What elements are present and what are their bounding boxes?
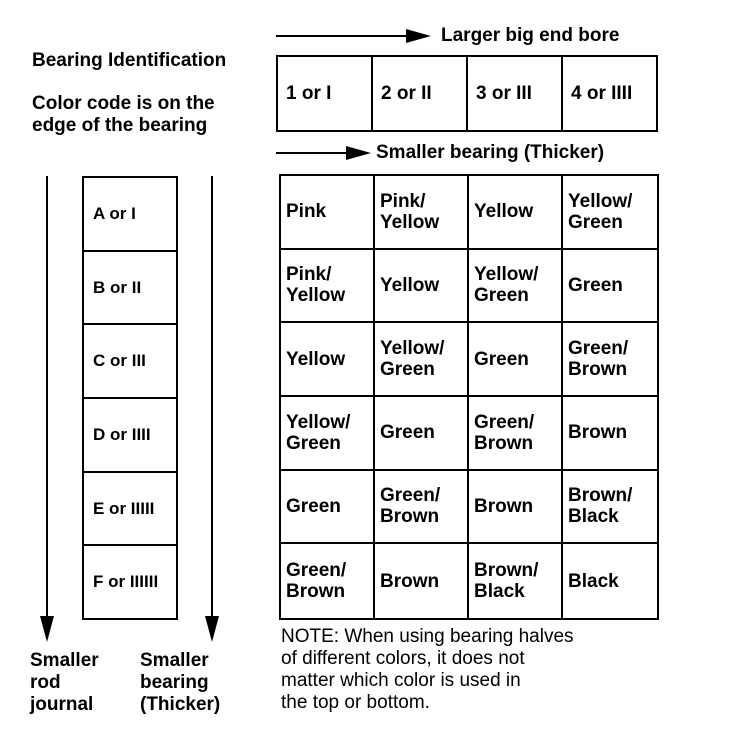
color-cell: Brown <box>563 397 657 471</box>
diagram-title: Bearing Identification <box>32 50 227 71</box>
larger-bore-label: Larger big end bore <box>441 25 620 46</box>
color-cell: Yellow/ Green <box>469 250 563 324</box>
color-cell: Green <box>469 323 563 397</box>
smaller-bearing-thicker-label: Smaller bearing (Thicker) <box>140 650 221 715</box>
color-cell: Green/ Brown <box>281 544 375 618</box>
color-cell: Yellow/ Green <box>375 323 469 397</box>
color-cell: Brown <box>375 544 469 618</box>
color-code-note: Color code is on the edge of the bearing <box>32 93 215 136</box>
down-arrow-icon <box>203 176 221 642</box>
color-cell: Yellow <box>375 250 469 324</box>
color-cell: Pink/ Yellow <box>375 176 469 250</box>
journal-code-cell: F or IIIIII <box>93 572 159 592</box>
color-cell: Brown <box>469 471 563 545</box>
bearing-halves-note: NOTE: When using bearing halves of different colors, it does not matter which color is used in the top or bottom. <box>281 626 574 713</box>
bore-code-cell: 3 or III <box>468 57 563 130</box>
color-cell: Green/ Brown <box>563 323 657 397</box>
bore-code-cell: 1 or I <box>278 57 373 130</box>
color-cell: Yellow <box>469 176 563 250</box>
color-cell: Green/ Brown <box>469 397 563 471</box>
bearing-color-grid <box>279 174 659 620</box>
smaller-rod-journal-label: Smaller rod journal <box>30 650 99 715</box>
color-cell: Yellow/ Green <box>281 397 375 471</box>
journal-code-cell: A or I <box>84 178 176 252</box>
journal-code-cell: B or II <box>84 252 176 326</box>
color-cell: Brown/ Black <box>563 471 657 545</box>
journal-code-table <box>82 176 178 620</box>
smaller-bearing-label: Smaller bearing (Thicker) <box>376 142 605 163</box>
right-arrow-icon <box>276 143 371 163</box>
bore-code-cell: 4 or IIII <box>571 82 633 104</box>
journal-code-cell: E or IIIII <box>84 473 176 547</box>
color-cell: Green/ Brown <box>375 471 469 545</box>
journal-code-cell: D or IIII <box>84 399 176 473</box>
color-cell: Yellow <box>281 323 375 397</box>
color-cell: Green <box>563 250 657 324</box>
down-arrow-icon <box>38 176 56 642</box>
journal-code-cell: C or III <box>84 325 176 399</box>
color-cell: Green <box>375 397 469 471</box>
right-arrow-icon <box>276 26 431 46</box>
color-cell: Green <box>281 471 375 545</box>
color-cell: Brown/ Black <box>469 544 563 618</box>
color-cell: Black <box>568 570 619 592</box>
bore-code-cell: 2 or II <box>373 57 468 130</box>
color-cell: Yellow/ Green <box>563 176 657 250</box>
color-cell: Pink/ Yellow <box>281 250 375 324</box>
bore-code-table <box>276 55 658 132</box>
color-cell: Pink <box>281 176 375 250</box>
